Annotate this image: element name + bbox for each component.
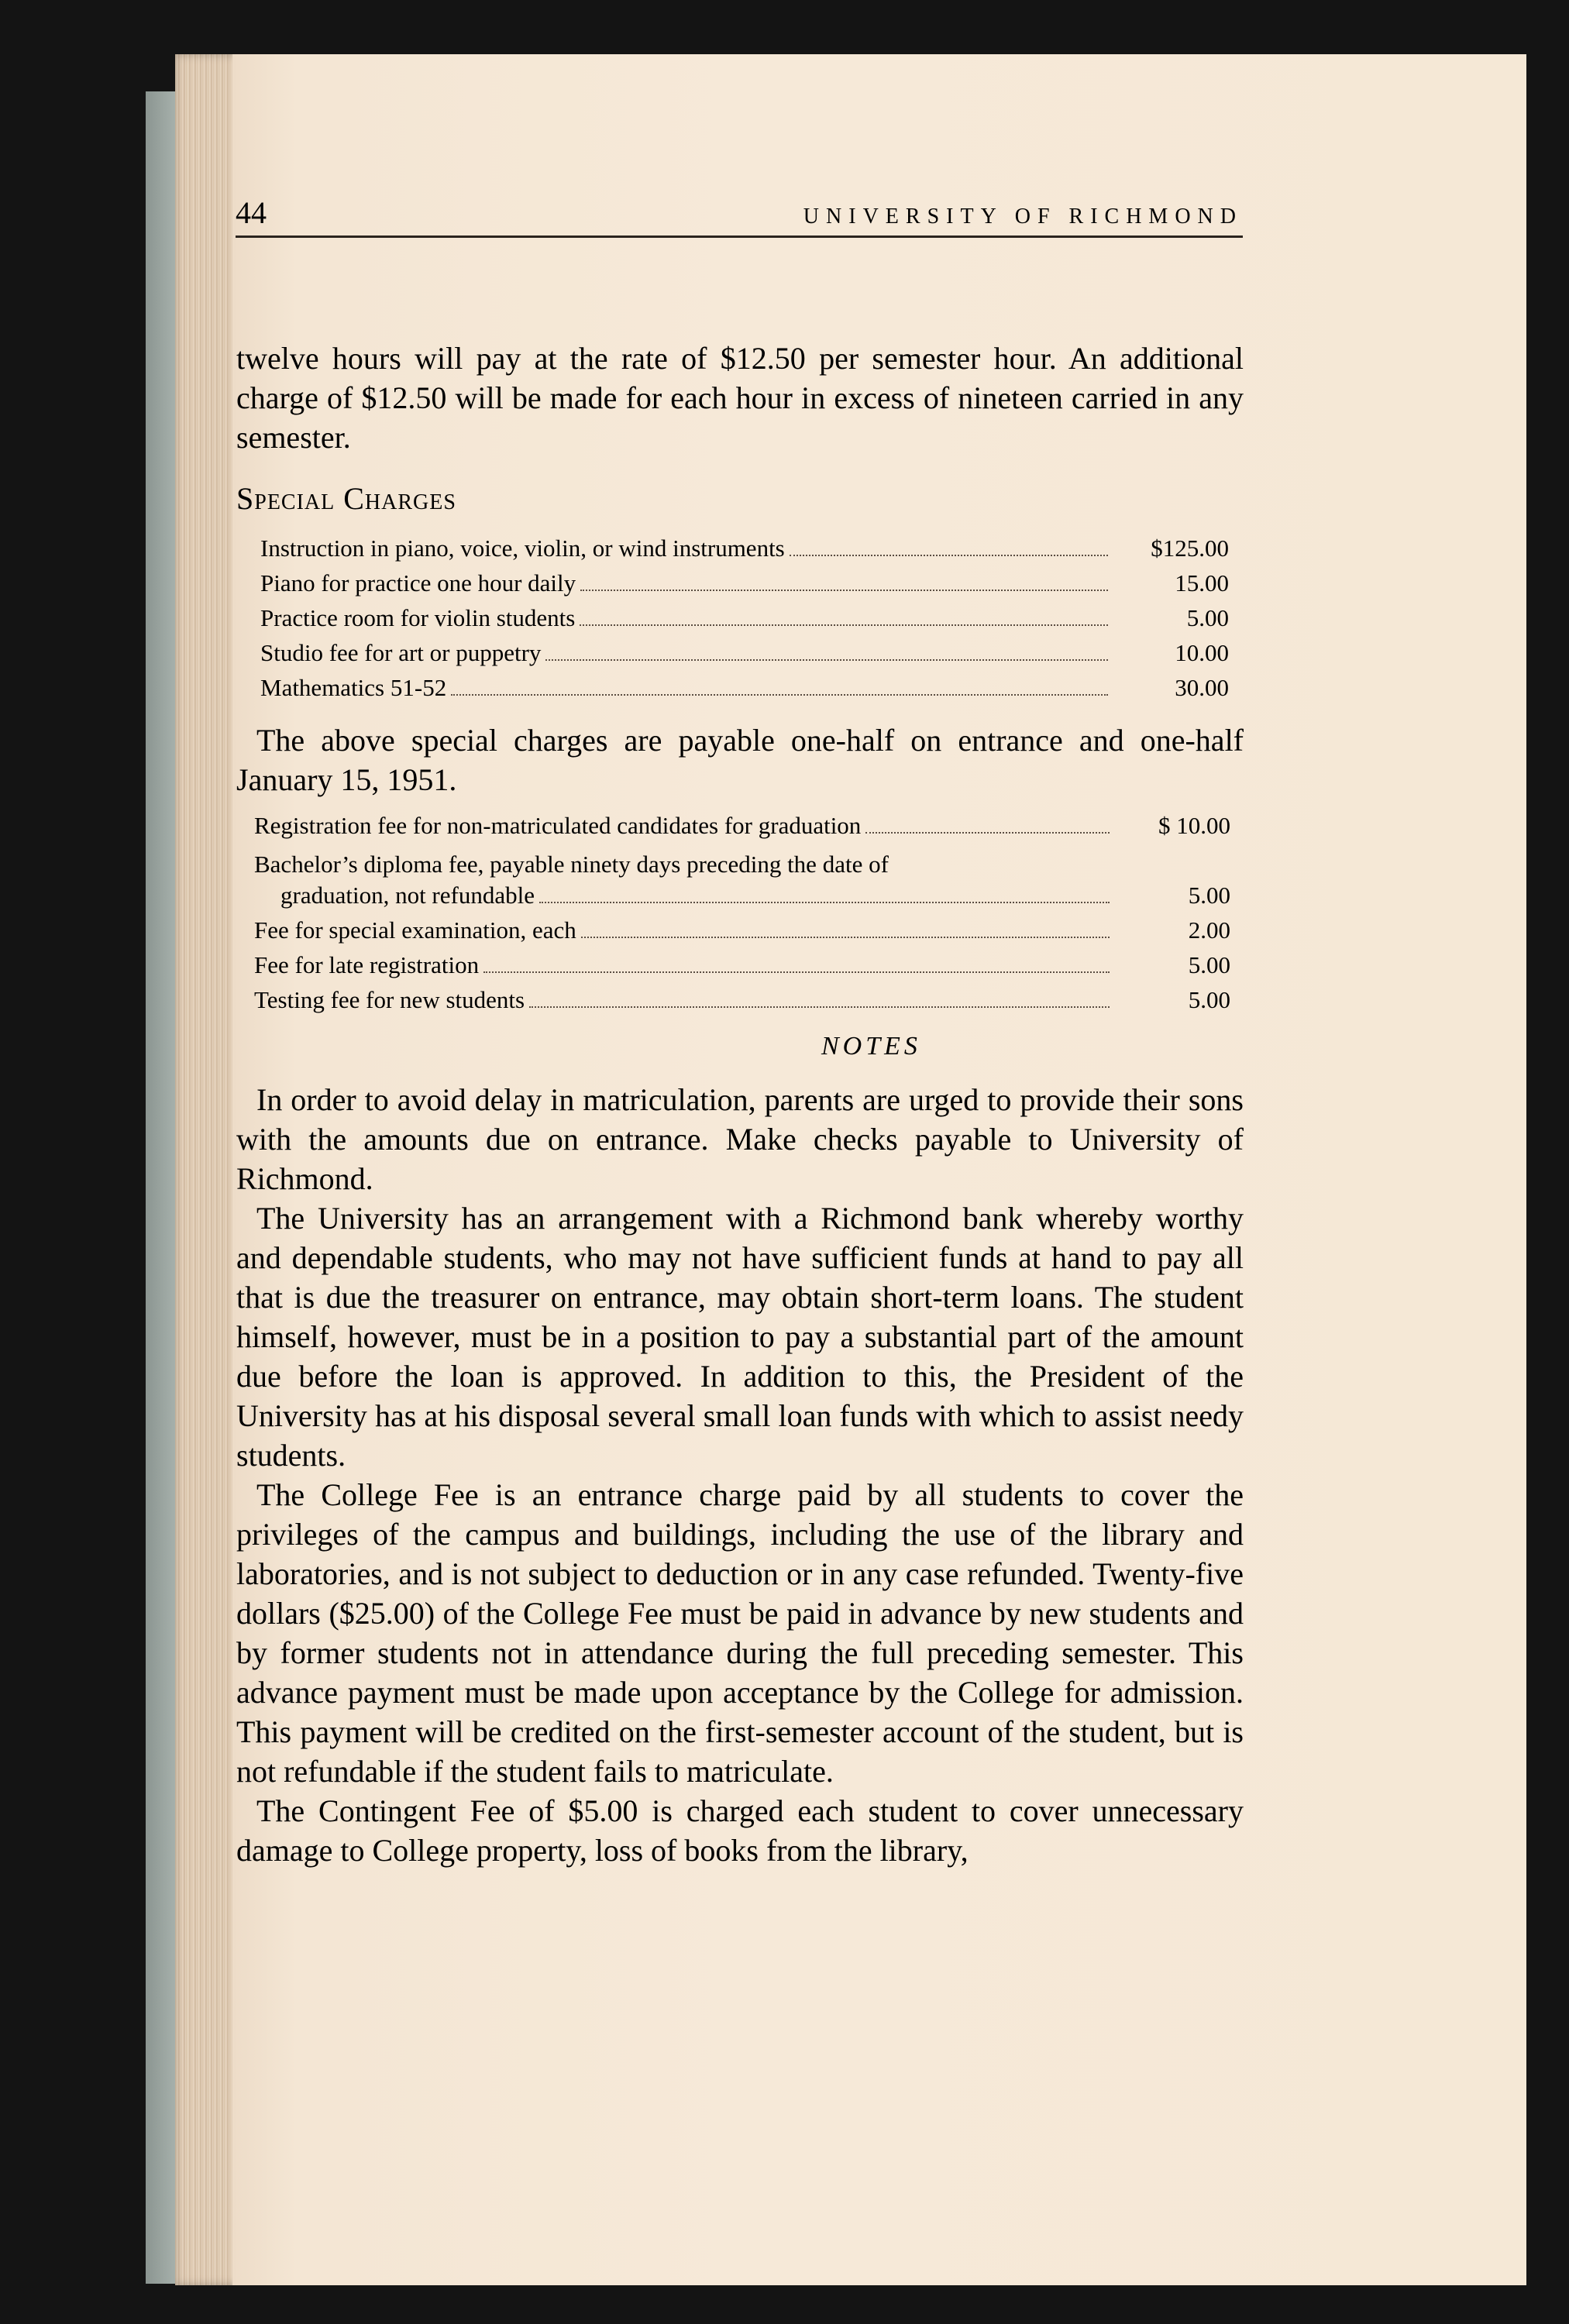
fee-label: Studio fee for art or puppetry xyxy=(260,639,542,666)
dot-leader xyxy=(580,624,1108,626)
notes-body xyxy=(236,1080,1244,1870)
dot-leader xyxy=(580,589,1108,591)
fee-row xyxy=(254,812,1230,847)
page-number: 44 xyxy=(236,195,267,230)
fee-amount: 5.00 xyxy=(1188,986,1230,1013)
fee-row xyxy=(260,639,1229,674)
payment-note: The above special charges are payable one-half on entrance and one-half January 15, 1951. xyxy=(236,723,1244,797)
fee-row xyxy=(260,674,1229,709)
fee-amount: 10.00 xyxy=(1175,639,1229,666)
notes-paragraph: The Contingent Fee of $5.00 is charged each student to cover unnecessary damage to College property, loss of books from the library, xyxy=(236,1793,1244,1868)
fee-row xyxy=(260,569,1229,604)
fee-row xyxy=(254,951,1230,986)
notes-paragraph: The College Fee is an entrance charge paid by all students to cover the privileges of the campus and buildings, including the use of the library and laboratories, and is not subject to deduction or in any case refunded. Twenty-five dollars ($25.00) of the College Fee must be paid in advance by new students and by former students not in attendance during the full preceding semester. This advance payment must be made upon acceptance by the College for admission. This payment will be credited on the first-semester account of the student, but is not refundable if the student fails to matriculate. xyxy=(236,1477,1244,1789)
special-charges-list xyxy=(260,535,1229,709)
running-head: UNIVERSITY OF RICHMOND xyxy=(803,205,1243,229)
notes-paragraph: In order to avoid delay in matriculation, parents are urged to provide their sons with the amounts due on entrance. Make checks payable to University of Richmond. xyxy=(236,1082,1244,1196)
dot-leader xyxy=(790,554,1108,556)
fee-label: Practice room for violin students xyxy=(260,604,576,631)
fee-row xyxy=(260,535,1229,569)
intro-paragraph: twelve hours will pay at the rate of $12.50 per semester hour. An additional charge of $12.50 will be made for each hour in excess of nineteen carried in any semester. xyxy=(236,341,1244,455)
dot-leader xyxy=(545,658,1108,661)
fee-label: Registration fee for non-matriculated candidates for graduation xyxy=(254,812,862,839)
fee-label: Instruction in piano, voice, violin, or wind instruments xyxy=(260,535,785,562)
notes-heading: NOTES xyxy=(821,1032,921,1061)
dot-leader xyxy=(451,693,1108,696)
payment-note-block xyxy=(236,720,1244,799)
fee-row xyxy=(260,604,1229,639)
other-fees-list xyxy=(254,812,1230,1021)
fee-label: Testing fee for new students xyxy=(254,986,525,1013)
fee-row xyxy=(254,882,1230,916)
fee-amount: $ 10.00 xyxy=(1158,812,1230,839)
special-charges-heading: Special Charges xyxy=(236,481,456,516)
dot-leader xyxy=(483,971,1110,973)
fee-label: Bachelor’s diploma fee, payable ninety days preceding the date of xyxy=(254,851,889,878)
fee-label: Piano for practice one hour daily xyxy=(260,569,576,596)
dot-leader xyxy=(865,831,1110,834)
intro-block xyxy=(236,339,1244,457)
fee-label: graduation, not refundable xyxy=(280,882,535,909)
fee-row xyxy=(254,916,1230,951)
fee-amount: 5.00 xyxy=(1188,951,1230,978)
fee-label: Fee for special examination, each xyxy=(254,916,576,944)
fee-row xyxy=(254,986,1230,1021)
fee-label: Fee for late registration xyxy=(254,951,480,978)
fee-amount: 30.00 xyxy=(1175,674,1229,701)
dot-leader xyxy=(581,936,1110,938)
fee-amount: 5.00 xyxy=(1188,882,1230,909)
notes-paragraph: The University has an arrangement with a Richmond bank whereby worthy and dependable students, who may not have sufficient funds at hand to pay all that is due the treasurer on entrance, may obtain short-term loans. The student himself, however, must be in a position to pay a substantial part of the amount due before the loan is approved. In addition to this, the President of the University has at his disposal several small loan funds with which to assist needy students. xyxy=(236,1201,1244,1473)
fee-label: Mathematics 51-52 xyxy=(260,674,447,701)
fee-amount: 5.00 xyxy=(1186,604,1229,631)
dot-leader xyxy=(529,1006,1110,1008)
fee-amount: $125.00 xyxy=(1151,535,1229,562)
page-header xyxy=(236,194,1243,238)
dot-leader xyxy=(539,901,1110,903)
fee-amount: 15.00 xyxy=(1175,569,1229,596)
fee-amount: 2.00 xyxy=(1188,916,1230,944)
